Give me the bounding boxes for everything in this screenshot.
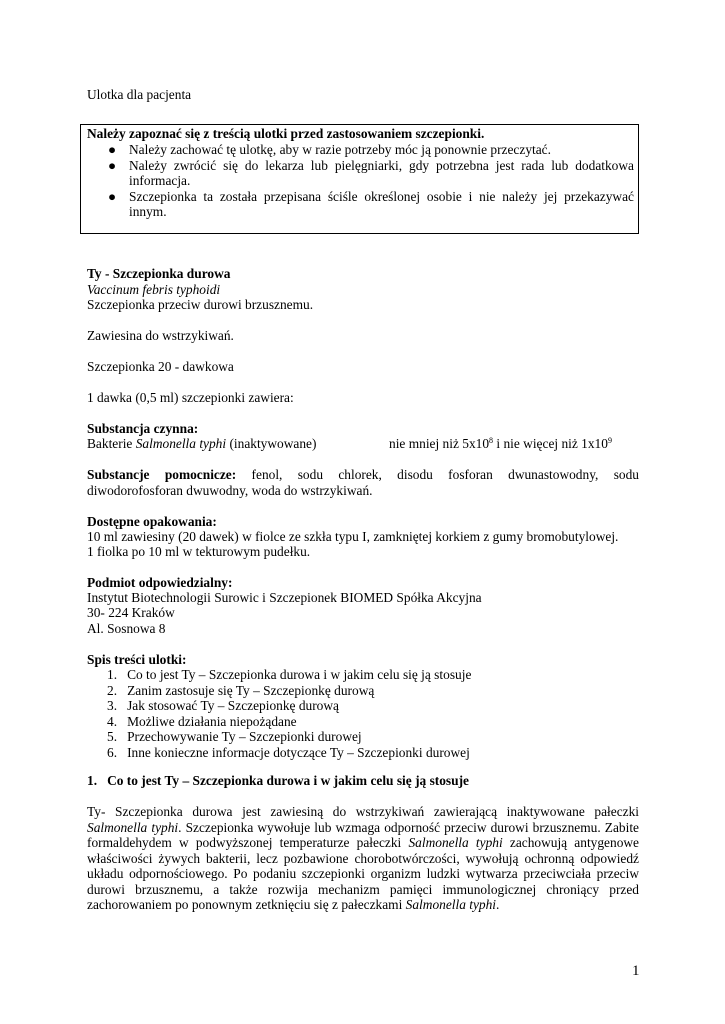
toc-item: 5. Przechowywanie Ty – Szczepionki durowej xyxy=(107,729,362,745)
holder-name: Instytut Biotechnologii Surowic i Szczepionek BIOMED Spółka Akcyjna xyxy=(87,590,482,605)
page-number: 1 xyxy=(632,963,640,979)
page-header-title: Ulotka dla pacjenta xyxy=(87,87,192,102)
bullet-icon: ● xyxy=(108,188,117,204)
section-1-heading: 1. Co to jest Ty – Szczepionka durowa i w jakim celu się ją stosuje xyxy=(87,773,469,788)
dose-contains: 1 dawka (0,5 ml) szczepionki zawiera: xyxy=(87,390,294,405)
notice-bullet: ● Należy zachować tę ulotkę, aby w razie potrzeby móc ją ponownie przeczytać. xyxy=(108,142,551,157)
product-name: Ty - Szczepionka durowa xyxy=(87,266,231,281)
packaging-line: 1 fiolka po 10 ml w tekturowym pudełku. xyxy=(87,544,311,559)
product-description: Szczepionka przeciw durowi brzusznemu. xyxy=(87,297,314,312)
active-substance-line: Bakterie Salmonella typhi (inaktywowane) xyxy=(87,436,317,451)
product-form: Zawiesina do wstrzykiwań. xyxy=(87,328,234,343)
toc-item: 2. Zanim zastosuje się Ty – Szczepionkę durową xyxy=(107,682,375,698)
bullet-icon: ● xyxy=(108,157,117,173)
notice-title: Należy zapoznać się z treścią ulotki przed zastosowaniem szczepionki. xyxy=(87,126,485,141)
toc-item: 6. Inne konieczne informacje dotyczące Ty – Szczepionki durowej xyxy=(107,744,470,760)
bullet-icon: ● xyxy=(108,142,117,157)
toc-item: 4. Możliwe działania niepożądane xyxy=(107,713,297,729)
product-latin-name: Vaccinum febris typhoidi xyxy=(87,282,221,297)
holder-city: 30- 224 Kraków xyxy=(87,605,175,620)
toc-heading: Spis treści ulotki: xyxy=(87,652,187,667)
section-1-paragraph: Ty- Szczepionka durowa jest zawiesiną do wstrzykiwań zawierającą inaktywowane pałeczki Salmonella typhi. Szczepionka wywołuje lub wzmaga odporność przeciw durowi brzusznemu. Zabite formaldehydem w podwyższonej temperaturze pałeczki Salmonella typhi zachowują antygenowe właściwości żywych bakterii, lecz pozbawione chorobotwórczości, wywołują ochronną odpowiedź układu odpornościowego. Po podaniu szczepionki organizm ludzki wytwarza przeciwciała przeciw durowi brzusznemu, a także rozwija mechanizm pamięci immunologicznej chroniący przed zachorowaniem po ponownym zetknięciu się z pałeczkami Salmonella typhi. xyxy=(87,804,640,912)
active-substance-heading: Substancja czynna: xyxy=(87,421,199,436)
excipients-paragraph: Substancje pomocnicze: fenol, sodu chlorek, disodu fosforan dwunastowodny, sodu diwodorofosforan dwuwodny, woda do wstrzykiwań. xyxy=(87,467,639,498)
notice-box xyxy=(80,124,639,234)
packaging-line: 10 ml zawiesiny (20 dawek) w fiolce ze szkła typu I, zamkniętej korkiem z gumy bromobutylowej. xyxy=(87,529,619,544)
packaging-heading: Dostępne opakowania: xyxy=(87,514,217,529)
holder-street: Al. Sosnowa 8 xyxy=(87,621,166,636)
notice-bullet: ● Szczepionka ta została przepisana ściśle określonej osobie i nie należy jej przekazywać innym. xyxy=(108,188,634,219)
toc-item: 3. Jak stosować Ty – Szczepionkę durową xyxy=(107,698,339,714)
toc-list xyxy=(107,667,471,761)
notice-bullet: ● Należy zwrócić się do lekarza lub pielęgniarki, gdy potrzebna jest rada lub dodatkowa informacja. xyxy=(108,157,634,188)
holder-heading: Podmiot odpowiedzialny: xyxy=(87,575,233,590)
notice-list xyxy=(81,142,634,220)
active-substance-amount: nie mniej niż $5x10^8$ i nie więcej niż $1x10^9$ xyxy=(389,436,612,451)
product-doses: Szczepionka 20 - dawkowa xyxy=(87,359,234,374)
toc-item: 1. Co to jest Ty – Szczepionka durowa i w jakim celu się ją stosuje xyxy=(107,667,472,682)
